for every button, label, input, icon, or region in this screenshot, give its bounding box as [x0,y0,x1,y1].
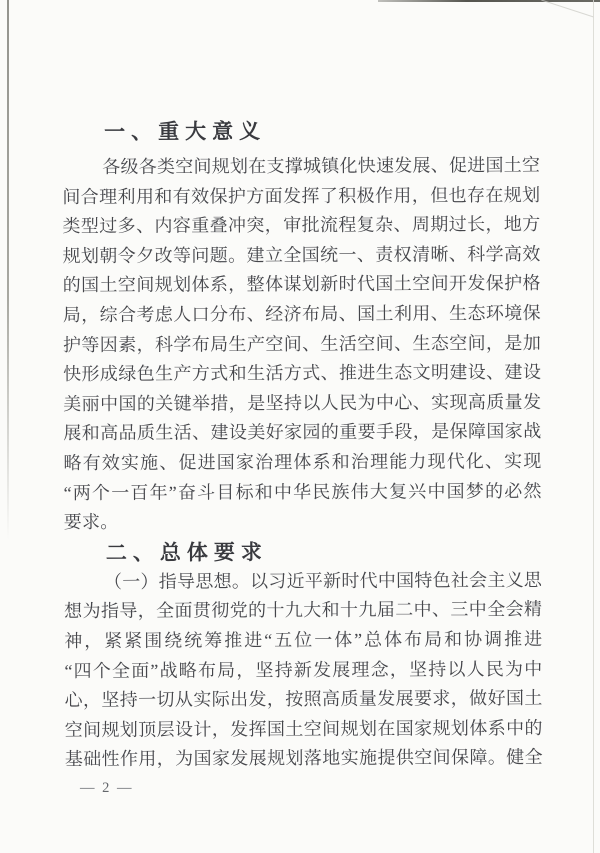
text-line: 规划朝令夕改等问题。建立全国统一、责权清晰、科学高效 [62,243,541,266]
scan-edge-left [7,0,9,540]
scan-edge-right [593,0,594,853]
text-line: 的国土空间规划体系，整体谋划新时代国土空间开发保护格 [62,273,541,296]
text-line: 各级各类空间规划在支撑城镇化快速发展、促进国土空 [102,154,541,177]
text-line: 想为指导，全面贯彻党的十九大和十九届二中、三中全会精 [64,599,543,622]
text-line: “四个全面”战略布局，坚持新发展理念，坚持以人民为中 [64,658,543,681]
page-number: — 2 — [80,780,134,796]
text-line: （一）指导思想。以习近平新时代中国特色社会主义思 [103,569,543,592]
text-line: 空间规划顶层设计，发挥国土空间规划在国家规划体系中的 [64,717,543,740]
scan-smudge-top-right [541,0,594,17]
section-heading-2: 二、总体要求 [105,539,268,565]
document-body [62,115,543,775]
text-line: 快形成绿色生产方式和生活方式、推进生态文明建设、建设 [63,362,542,385]
paragraph-2 [64,566,543,775]
text-line: “两个一百年”奋斗目标和中华民族伟大复兴中国梦的必然 [63,480,542,503]
text-line: 要求。 [63,511,119,533]
text-line: 展和高品质生活、建设美好家园的重要手段，是保障国家战 [63,421,542,444]
text-line: 护等因素，科学布局生产空间、生活空间、生态空间，是加 [62,332,542,355]
paragraph-1 [62,151,542,538]
section-heading-1: 一、重大意义 [104,119,267,144]
text-line: 类型过多、内容重叠冲突，审批流程复杂、周期过长，地方 [62,214,541,237]
text-line: 略有效实施、促进国家治理体系和治理能力现代化、实现 [63,450,542,473]
text-line: 神，紧紧围绕统筹推进“五位一体”总体布局和协调推进 [64,628,543,651]
text-line: 间合理利用和有效保护方面发挥了积极作用，但也存在规划 [62,184,541,207]
scan-edge-top [378,0,600,2]
text-line: 心，坚持一切从实际出发，按照高质量发展要求，做好国土 [64,688,543,711]
text-line: 基础性作用，为国家发展规划落地实施提供空间保障。健全 [64,747,543,770]
text-line: 美丽中国的关键举措，是坚持以人民为中心、实现高质量发 [63,391,542,414]
text-line: 局，综合考虑人口分布、经济布局、国土利用、生态环境保 [62,302,541,326]
